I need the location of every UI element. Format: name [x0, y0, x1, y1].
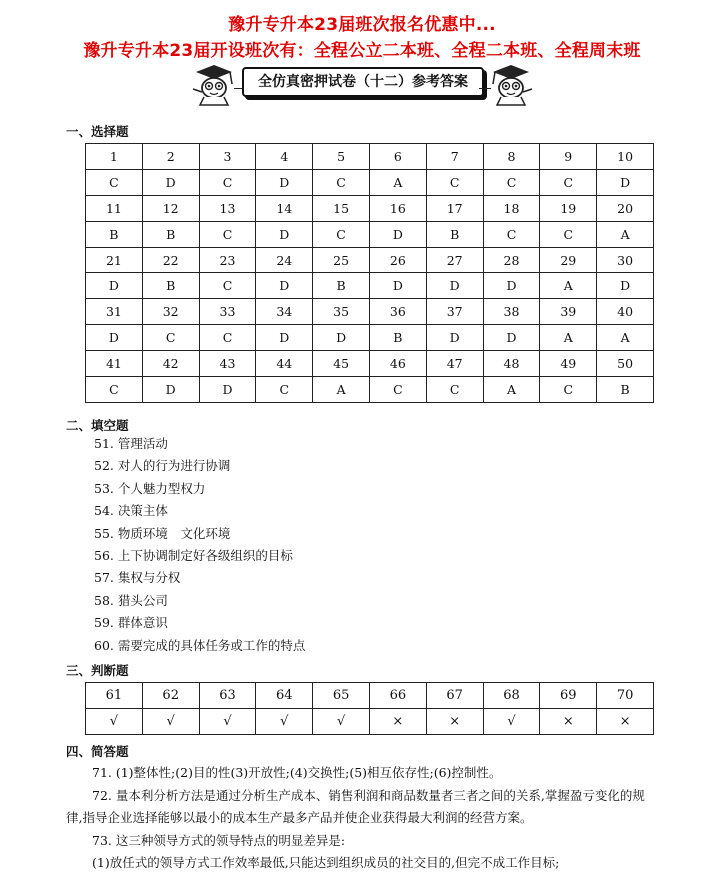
table-cell: D: [369, 221, 426, 247]
table-cell: D: [86, 325, 143, 351]
table-cell: 62: [142, 683, 199, 709]
table-row: [86, 221, 654, 247]
table-cell: A: [369, 169, 426, 195]
table-cell: B: [86, 221, 143, 247]
table-cell: 48: [483, 351, 540, 377]
table-cell: C: [540, 169, 597, 195]
table-cell: B: [142, 273, 199, 299]
table-cell: ×: [540, 709, 597, 735]
table-cell: 19: [540, 195, 597, 221]
table-cell: 40: [597, 299, 654, 325]
table-cell: 14: [256, 195, 313, 221]
table-cell: 46: [369, 351, 426, 377]
table-cell: C: [540, 221, 597, 247]
table-cell: √: [313, 709, 370, 735]
table-cell: 38: [483, 299, 540, 325]
answer-72: 72. 量本利分析方法是通过分析生产成本、销售利润和商品数量者三者之间的关系,掌握盈亏变化的规律,指导企业选择能够以最小的成本生产最多产品并使企业获得最大利润的经营方案。: [66, 787, 645, 826]
table-row: [86, 195, 654, 221]
section-heading-choice: 一、选择题: [66, 124, 129, 139]
table-cell: 44: [256, 351, 313, 377]
table-cell: √: [256, 709, 313, 735]
graduate-mascot-icon: [190, 62, 238, 107]
answer-73: 73. 这三种领导方式的领导特点的明显差异是:: [92, 832, 346, 848]
table-cell: A: [540, 273, 597, 299]
table-cell: 43: [199, 351, 256, 377]
table-cell: C: [483, 169, 540, 195]
table-row: [86, 273, 654, 299]
answer-71: 71. (1)整体性;(2)目的性(3)开放性;(4)交换性;(5)相互依存性;(6)控制性。: [92, 765, 502, 780]
table-cell: C: [369, 377, 426, 403]
list-item: 52. 对人的行为进行协调: [94, 458, 231, 474]
table-row: [86, 683, 654, 709]
table-cell: A: [597, 325, 654, 351]
table-cell: D: [256, 273, 313, 299]
table-cell: √: [483, 709, 540, 735]
title-banner: [190, 62, 535, 107]
table-cell: C: [142, 325, 199, 351]
table-cell: 21: [86, 247, 143, 273]
table-cell: 24: [256, 247, 313, 273]
table-cell: 7: [426, 144, 483, 170]
table-cell: B: [369, 325, 426, 351]
table-cell: 34: [256, 299, 313, 325]
list-item: 53. 个人魅力型权力: [94, 480, 206, 496]
table-cell: C: [313, 169, 370, 195]
fill-answer-list: [94, 436, 305, 660]
table-cell: 26: [369, 247, 426, 273]
table-row: [86, 351, 654, 377]
table-cell: 17: [426, 195, 483, 221]
list-item: 58. 猎头公司: [94, 592, 168, 608]
table-cell: C: [199, 273, 256, 299]
table-cell: A: [313, 377, 370, 403]
table-cell: 20: [597, 195, 654, 221]
table-cell: C: [483, 221, 540, 247]
table-cell: D: [597, 273, 654, 299]
table-cell: 70: [597, 683, 654, 709]
table-cell: 64: [256, 683, 313, 709]
table-cell: D: [256, 169, 313, 195]
table-cell: 16: [369, 195, 426, 221]
table-cell: 4: [256, 144, 313, 170]
table-row: [86, 325, 654, 351]
list-item: 60. 需要完成的具体任务或工作的特点: [94, 637, 306, 653]
table-cell: C: [426, 377, 483, 403]
table-cell: 37: [426, 299, 483, 325]
list-item: 59. 群体意识: [94, 615, 168, 631]
answer-73-point-1: (1)放任式的领导方式工作效率最低,只能达到组织成员的社交目的,但完不成工作目标;: [92, 855, 560, 871]
table-cell: A: [540, 325, 597, 351]
table-cell: 68: [483, 683, 540, 709]
table-cell: 63: [199, 683, 256, 709]
table-cell: 25: [313, 247, 370, 273]
table-cell: 50: [597, 351, 654, 377]
choice-answer-table: [85, 143, 654, 403]
table-cell: 10: [597, 144, 654, 170]
promo-line-2: 豫升专升本23届开设班次有：全程公立二本班、全程二本班、全程周末班: [83, 41, 641, 61]
table-cell: 42: [142, 351, 199, 377]
table-cell: 69: [540, 683, 597, 709]
table-cell: ×: [369, 709, 426, 735]
promo-line-1: 豫升专升本23届班次报名优惠中...: [228, 15, 496, 35]
table-cell: 35: [313, 299, 370, 325]
list-item: 55. 物质环境 文化环境: [94, 525, 231, 541]
list-item: 57. 集权与分权: [94, 570, 181, 586]
table-cell: D: [86, 273, 143, 299]
table-cell: 66: [369, 683, 426, 709]
table-cell: C: [540, 377, 597, 403]
table-cell: 39: [540, 299, 597, 325]
list-item: 56. 上下协调制定好各级组织的目标: [94, 547, 293, 563]
table-cell: D: [369, 273, 426, 299]
table-cell: 30: [597, 247, 654, 273]
table-cell: ×: [426, 709, 483, 735]
table-cell: √: [142, 709, 199, 735]
table-cell: B: [313, 273, 370, 299]
table-cell: 6: [369, 144, 426, 170]
table-cell: 5: [313, 144, 370, 170]
table-cell: 2: [142, 144, 199, 170]
table-cell: D: [199, 377, 256, 403]
table-cell: 32: [142, 299, 199, 325]
section-heading-judge: 三、判断题: [66, 663, 129, 678]
table-cell: B: [597, 377, 654, 403]
page-title: 全仿真密押试卷（十二）参考答案: [242, 67, 484, 97]
short-answer-block: [66, 762, 656, 875]
table-cell: 47: [426, 351, 483, 377]
table-cell: 36: [369, 299, 426, 325]
table-cell: D: [256, 221, 313, 247]
list-item: 51. 管理活动: [94, 436, 168, 451]
table-cell: D: [483, 273, 540, 299]
table-cell: 33: [199, 299, 256, 325]
table-cell: D: [483, 325, 540, 351]
table-row: [86, 247, 654, 273]
table-row: [86, 299, 654, 325]
table-cell: C: [313, 221, 370, 247]
table-cell: D: [142, 169, 199, 195]
table-row: [86, 709, 654, 735]
table-cell: C: [199, 325, 256, 351]
table-cell: √: [86, 709, 143, 735]
table-cell: D: [426, 325, 483, 351]
table-cell: D: [597, 169, 654, 195]
table-row: [86, 377, 654, 403]
table-cell: 29: [540, 247, 597, 273]
table-cell: C: [256, 377, 313, 403]
judge-answer-table: [85, 682, 654, 735]
table-cell: D: [142, 377, 199, 403]
table-cell: 67: [426, 683, 483, 709]
table-cell: 61: [86, 683, 143, 709]
table-cell: A: [597, 221, 654, 247]
table-cell: 45: [313, 351, 370, 377]
table-cell: 27: [426, 247, 483, 273]
list-item: 54. 决策主体: [94, 503, 168, 519]
table-row: [86, 169, 654, 195]
table-cell: C: [426, 169, 483, 195]
table-cell: D: [313, 325, 370, 351]
table-cell: 28: [483, 247, 540, 273]
table-cell: C: [199, 169, 256, 195]
table-cell: 31: [86, 299, 143, 325]
table-cell: B: [142, 221, 199, 247]
table-cell: 18: [483, 195, 540, 221]
table-cell: 8: [483, 144, 540, 170]
section-heading-short: 四、简答题: [66, 744, 129, 759]
table-cell: 41: [86, 351, 143, 377]
table-cell: B: [426, 221, 483, 247]
graduate-mascot-icon: [487, 62, 535, 107]
table-cell: 13: [199, 195, 256, 221]
table-cell: ×: [597, 709, 654, 735]
table-cell: 1: [86, 144, 143, 170]
table-cell: A: [483, 377, 540, 403]
table-cell: 49: [540, 351, 597, 377]
table-cell: D: [256, 325, 313, 351]
table-cell: C: [86, 169, 143, 195]
table-cell: √: [199, 709, 256, 735]
table-cell: C: [86, 377, 143, 403]
table-row: [86, 144, 654, 170]
table-cell: 3: [199, 144, 256, 170]
table-cell: 15: [313, 195, 370, 221]
table-cell: C: [199, 221, 256, 247]
table-cell: 23: [199, 247, 256, 273]
table-cell: 11: [86, 195, 143, 221]
section-heading-fill: 二、填空题: [66, 418, 129, 433]
table-cell: 65: [313, 683, 370, 709]
table-cell: 22: [142, 247, 199, 273]
table-cell: 9: [540, 144, 597, 170]
table-cell: 12: [142, 195, 199, 221]
table-cell: D: [426, 273, 483, 299]
